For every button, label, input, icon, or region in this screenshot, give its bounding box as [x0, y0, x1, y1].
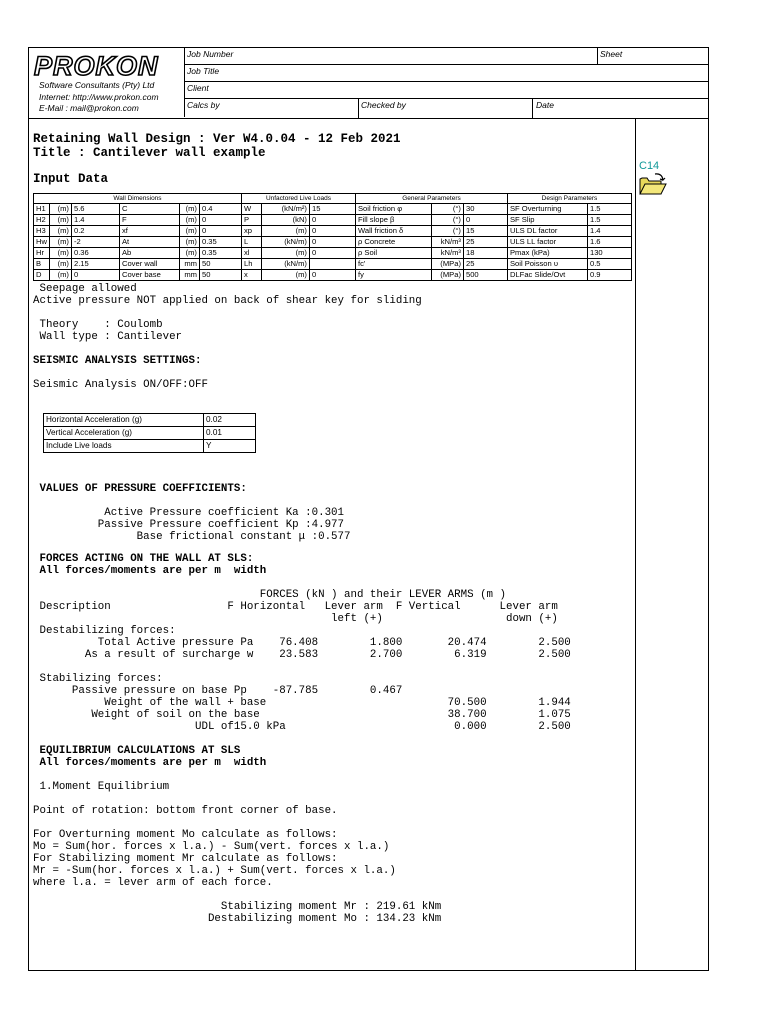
open-folder-icon[interactable] [639, 173, 667, 202]
input-table-row [34, 215, 632, 226]
input-table-cell: (m) [179, 215, 199, 226]
forces-line: Description F Horizontal Lever arm F Vertical Lever arm [33, 601, 558, 613]
equilibrium-line: Mo = Sum(hor. forces x l.a.) - Sum(vert. forces x l.a.) [33, 841, 390, 853]
input-table-cell: (MPa) [431, 270, 463, 281]
input-table-cell: fy [355, 270, 431, 281]
input-table-cell: (kN/m) [261, 237, 309, 248]
active-pressure-coefficient: Active Pressure coefficient Ka :0.301 [33, 507, 345, 519]
input-table-cell: (MPa) [431, 259, 463, 270]
input-table-cell: 0.4 [199, 204, 241, 215]
program-version: Retaining Wall Design : Ver W4.0.04 - 12 Feb 2021 [33, 132, 401, 146]
input-table-cell: (m) [49, 237, 71, 248]
seismic-settings-table [43, 413, 256, 453]
input-table-cell: Lh [241, 259, 261, 270]
input-table-cell: 500 [463, 270, 507, 281]
input-data-heading: Input Data [33, 172, 109, 186]
equilibrium-line: For Stabilizing moment Mr calculate as follows: [33, 853, 338, 865]
header-divider [597, 48, 598, 64]
header-rule [184, 98, 708, 99]
seismic-status: Seismic Analysis ON/OFF:OFF [33, 379, 208, 391]
input-table-cell: mm [179, 270, 199, 281]
forces-line [33, 577, 633, 589]
title-block-header [29, 48, 708, 119]
pressure-coefficients-heading: VALUES OF PRESSURE COEFFICIENTS: [33, 483, 247, 495]
input-table-cell: mm [179, 259, 199, 270]
input-table-cell: W [241, 204, 261, 215]
input-table-cell: H2 [34, 215, 50, 226]
job-title-label: Job Title [187, 66, 220, 76]
input-table-cell: 50 [199, 259, 241, 270]
equilibrium-line [33, 889, 633, 901]
input-table-row [34, 270, 632, 281]
company-logo: PROKON [34, 51, 159, 81]
forces-line: UDL of15.0 kPa 0.000 2.500 [33, 721, 571, 733]
input-table-cell: fc' [355, 259, 431, 270]
seismic-setting-label: Include Live loads [44, 440, 204, 453]
theory-line: Theory : Coulomb [33, 319, 163, 331]
input-table-cell: ρ Soil [355, 248, 431, 259]
table-header-design-parameters: Design Parameters [507, 194, 631, 204]
input-table-cell: Cover wall [119, 259, 179, 270]
table-header-live-loads: Unfactored Live Loads [241, 194, 355, 204]
input-table-row [34, 259, 632, 270]
page-frame [28, 47, 709, 971]
input-table-cell: xp [241, 226, 261, 237]
header-rule [184, 64, 708, 65]
equilibrium-line: For Overturning moment Mo calculate as follows: [33, 829, 338, 841]
input-table-cell: -2 [71, 237, 119, 248]
table-header-general-parameters: General Parameters [355, 194, 507, 204]
company-name: Software Consultants (Pty) Ltd [39, 80, 155, 90]
input-table-cell: SF Overturning [507, 204, 587, 215]
forces-line: Weight of the wall + base 70.500 1.944 [33, 697, 571, 709]
equilibrium-line [33, 769, 633, 781]
seismic-setting-label: Vertical Acceleration (g) [44, 427, 204, 440]
input-table-cell: 0 [309, 215, 355, 226]
input-table-cell: (m) [49, 270, 71, 281]
input-table-row [34, 226, 632, 237]
forces-line: Destabilizing forces: [33, 625, 176, 637]
input-table-cell: (kN/m²) [261, 204, 309, 215]
input-table-cell: 2.15 [71, 259, 119, 270]
equilibrium-heading: EQUILIBRIUM CALCULATIONS AT SLS [33, 745, 241, 757]
equilibrium-line: where l.a. = lever arm of each force. [33, 877, 273, 889]
input-table-cell: (kN/m) [261, 259, 309, 270]
equilibrium-calculations [33, 769, 633, 925]
seismic-setting-row [44, 427, 256, 440]
seismic-setting-label: Horizontal Acceleration (g) [44, 414, 204, 427]
client-label: Client [187, 83, 209, 93]
input-table-cell: x [241, 270, 261, 281]
input-table-cell: (kN) [261, 215, 309, 226]
input-table-cell: (m) [179, 226, 199, 237]
input-table-cell: Wall friction δ [355, 226, 431, 237]
input-table-cell: 0.35 [199, 248, 241, 259]
input-table-cell: Ab [119, 248, 179, 259]
input-table-cell: B [34, 259, 50, 270]
input-table-cell: (m) [49, 248, 71, 259]
equilibrium-subheading: All forces/moments are per m width [33, 757, 267, 769]
input-table-cell: 50 [199, 270, 241, 281]
company-email: E-Mail : mail@prokon.com [39, 103, 139, 113]
input-table-cell: H3 [34, 226, 50, 237]
forces-line: Total Active pressure Pa 76.408 1.800 20.474 2.500 [33, 637, 571, 649]
input-table-cell: 1.5 [587, 204, 631, 215]
input-table-cell: ρ Concrete [355, 237, 431, 248]
input-table-cell: (m) [261, 270, 309, 281]
sheet-label: Sheet [600, 49, 623, 59]
input-table-cell: 25 [463, 237, 507, 248]
input-table-cell: P [241, 215, 261, 226]
input-table-cell: 0 [309, 270, 355, 281]
input-table-cell: kN/m³ [431, 237, 463, 248]
input-table-cell: 1.6 [587, 237, 631, 248]
input-table-cell: (m) [49, 204, 71, 215]
module-code: C14 [639, 160, 660, 172]
input-table-cell: 25 [463, 259, 507, 270]
calcs-by-label: Calcs by [187, 100, 220, 110]
forces-line: As a result of surcharge w 23.583 2.700 6.319 2.500 [33, 649, 571, 661]
input-table-cell: (m) [261, 226, 309, 237]
seismic-setting-value: Y [204, 440, 256, 453]
forces-heading: FORCES ACTING ON THE WALL AT SLS: [33, 553, 254, 565]
input-data-table [33, 193, 632, 281]
input-table-cell: Cover base [119, 270, 179, 281]
input-table-cell: (m) [179, 204, 199, 215]
input-table-cell: kN/m³ [431, 248, 463, 259]
input-table-cell: Pmax (kPa) [507, 248, 587, 259]
input-table-cell: At [119, 237, 179, 248]
equilibrium-line [33, 793, 633, 805]
forces-line: Passive pressure on base Pp -87.785 0.467 [33, 685, 403, 697]
input-table-cell: C [119, 204, 179, 215]
input-table-row [34, 237, 632, 248]
input-table-cell: F [119, 215, 179, 226]
input-table-cell: (°) [431, 215, 463, 226]
input-table-cell: (m) [179, 248, 199, 259]
input-table-cell: xf [119, 226, 179, 237]
input-table-cell: 1.4 [587, 226, 631, 237]
header-rule [184, 81, 708, 82]
input-table-cell: (°) [431, 226, 463, 237]
report-title: Title : Cantilever wall example [33, 146, 266, 160]
input-table-cell: (m) [261, 248, 309, 259]
input-table-cell: Fill slope β [355, 215, 431, 226]
base-friction-constant: Base frictional constant μ :0.577 [33, 531, 351, 543]
input-table-cell: ULS LL factor [507, 237, 587, 248]
input-table-row [34, 204, 632, 215]
input-table-cell: 15 [463, 226, 507, 237]
table-header-wall-dimensions: Wall Dimensions [34, 194, 242, 204]
input-table-cell: (m) [179, 237, 199, 248]
input-table-cell: xl [241, 248, 261, 259]
input-table-cell: (m) [49, 215, 71, 226]
equilibrium-line [33, 817, 633, 829]
checked-by-label: Checked by [361, 100, 406, 110]
active-pressure-note: Active pressure NOT applied on back of shear key for sliding [33, 295, 422, 307]
input-table-cell: Soil friction φ [355, 204, 431, 215]
input-table-cell: 15 [309, 204, 355, 215]
equilibrium-line: Mr = -Sum(hor. forces x l.a.) + Sum(vert. forces x l.a.) [33, 865, 396, 877]
input-table-cell: 0 [309, 237, 355, 248]
equilibrium-line: Stabilizing moment Mr : 219.61 kNm [33, 901, 442, 913]
header-divider [532, 98, 533, 118]
input-table-cell: Hw [34, 237, 50, 248]
forces-line: Weight of soil on the base 38.700 1.075 [33, 709, 571, 721]
logo-cell [29, 48, 185, 117]
input-table-cell: 0 [309, 248, 355, 259]
input-table-cell: 130 [587, 248, 631, 259]
input-table-cell: 0.36 [71, 248, 119, 259]
input-table-cell: ULS DL factor [507, 226, 587, 237]
input-table-cell: Soil Poisson υ [507, 259, 587, 270]
input-table-cell: SF Slip [507, 215, 587, 226]
input-table-cell: H1 [34, 204, 50, 215]
seismic-setting-value: 0.01 [204, 427, 256, 440]
equilibrium-line: 1.Moment Equilibrium [33, 781, 170, 793]
input-table-cell: 0 [71, 270, 119, 281]
equilibrium-line: Destabilizing moment Mo : 134.23 kNm [33, 913, 442, 925]
input-table-cell: 0.9 [587, 270, 631, 281]
forces-line: FORCES (kN ) and their LEVER ARMS (m ) [33, 589, 506, 601]
input-table-row [34, 248, 632, 259]
input-table-cell: 0.5 [587, 259, 631, 270]
seismic-heading: SEISMIC ANALYSIS SETTINGS: [33, 355, 202, 367]
forces-subheading: All forces/moments are per m width [33, 565, 267, 577]
equilibrium-line: Point of rotation: bottom front corner of base. [33, 805, 338, 817]
margin-column-divider [635, 118, 636, 971]
company-internet: Internet: http://www.prokon.com [39, 91, 159, 102]
input-table-cell: (m) [49, 259, 71, 270]
input-table-cell: 0.2 [71, 226, 119, 237]
seepage-note: Seepage allowed [33, 283, 137, 295]
input-table-cell: Hr [34, 248, 50, 259]
seismic-setting-value: 0.02 [204, 414, 256, 427]
forces-line: Stabilizing forces: [33, 673, 163, 685]
input-table-cell: 0.35 [199, 237, 241, 248]
input-table-cell: D [34, 270, 50, 281]
passive-pressure-coefficient: Passive Pressure coefficient Kp :4.977 [33, 519, 345, 531]
date-label: Date [536, 100, 554, 110]
forces-line: left (+) down (+) [33, 613, 558, 625]
input-table-cell: 5.6 [71, 204, 119, 215]
forces-line [33, 661, 633, 673]
input-table-cell: 18 [463, 248, 507, 259]
input-table-cell: 1.5 [587, 215, 631, 226]
input-table-cell: (°) [431, 204, 463, 215]
input-table-cell: 0 [199, 226, 241, 237]
input-table-cell: DLFac Slide/Ovt [507, 270, 587, 281]
forces-table [33, 577, 633, 733]
input-table-cell: 1.4 [71, 215, 119, 226]
header-divider [358, 98, 359, 118]
seismic-setting-row [44, 440, 256, 453]
input-table-cell: 30 [463, 204, 507, 215]
input-table-cell: 0 [309, 226, 355, 237]
input-table-cell [309, 259, 355, 270]
seismic-setting-row [44, 414, 256, 427]
report-content [33, 132, 633, 925]
input-table-cell: L [241, 237, 261, 248]
input-table-cell: (m) [49, 226, 71, 237]
job-number-label: Job Number [187, 49, 234, 59]
company-details [39, 80, 159, 115]
input-table-cell: 0 [463, 215, 507, 226]
wall-type-line: Wall type : Cantilever [33, 331, 183, 343]
input-table-cell: 0 [199, 215, 241, 226]
